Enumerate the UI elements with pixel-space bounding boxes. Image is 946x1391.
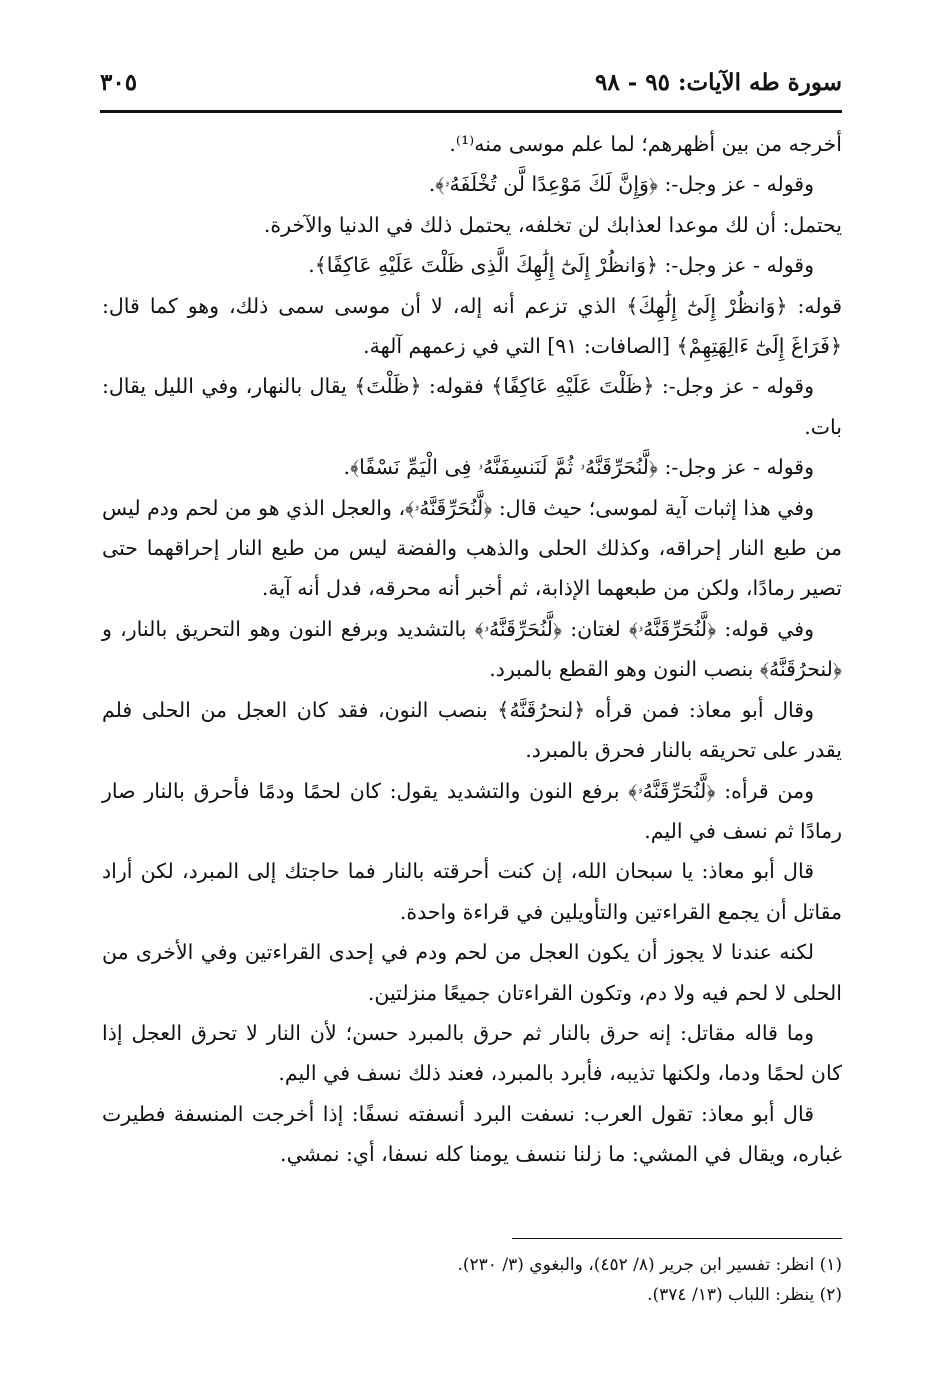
paragraph: ومن قرأه: ﴿لَّنُحَرِّقَنَّهُۥ﴾ برفع النون والتشديد يقول: كان لحمًا ودمًا فأحرق بالنار صار رمادًا ثم نسف في اليم. xyxy=(102,778,842,843)
main-text xyxy=(102,124,842,1175)
footnote: (٢) ينظر: اللباب (١٣/ ٣٧٤). xyxy=(647,1285,842,1305)
footnote-separator xyxy=(512,1238,842,1239)
paragraph: وقوله - عز وجل-: ﴿وَانظُرْ إِلَىٰٓ إِلَٰهِكَ الَّذِى ظَلْتَ عَلَيْهِ عَاكِفًا﴾. xyxy=(308,253,814,278)
paragraph: وقوله - عز وجل-: ﴿لَّنُحَرِّقَنَّهُۥ ثُمَّ لَنَنسِفَنَّهُۥ فِى الْيَمِّ نَسْفًا﴾. xyxy=(343,455,814,480)
running-header xyxy=(100,58,842,106)
paragraph: قال أبو معاذ: تقول العرب: نسفت البرد أنسفته نسفًا: إذا أخرجت المنسفة فطيرت غباره، ويقال في المشي: ما زلنا ننسف يومنا كله نسفا، أي: نمشي. xyxy=(102,1101,842,1167)
header-rule xyxy=(100,110,842,113)
paragraph: وقوله - عز وجل-: ﴿وَإِنَّ لَكَ مَوْعِدًا لَّن تُخْلَفَهُۥ﴾. xyxy=(428,172,814,197)
paragraph: وقوله - عز وجل-: ﴿ظَلْتَ عَلَيْهِ عَاكِفًا﴾ فقوله: ﴿ظَلْتَ﴾ يقال بالنهار، وفي الليل يقال: بات. xyxy=(102,374,842,439)
paragraph: لكنه عندنا لا يجوز أن يكون العجل من لحم ودم في إحدى القراءتين وفي الأخرى من الحلى لا لحم فيه ولا دم، وتكون القراءتان جميعًا منزلتين. xyxy=(102,940,842,1005)
paragraph: وقال أبو معاذ: فمن قرأه ﴿لنحرُقَنَّهُ﴾ بنصب النون، فقد كان العجل من الحلى فلم يقدر على تحريقه بالنار فحرق بالمبرد. xyxy=(102,697,842,763)
footnotes xyxy=(102,1250,842,1310)
header-title: سورة طه الآيات: ٩٥ - ٩٨ xyxy=(594,68,842,96)
paragraph: أخرجه من بين أظهرهم؛ لما علم موسى منه⁽¹⁾. xyxy=(449,132,842,156)
paragraph: قال أبو معاذ: يا سبحان الله، إن كنت أحرقته بالنار فما حاجتك إلى المبرد، لكن أراد مقاتل أن يجمع القراءتين والتأويلين في قراءة واحدة. xyxy=(102,859,842,924)
paragraph: وفي قوله: ﴿لَّنُحَرِّقَنَّهُۥ﴾ لغتان: ﴿لَّنُحَرِّقَنَّهُۥ﴾ بالتشديد وبرفع النون وهو التحريق بالنار، و ﴿لنحرُقَنَّهُ﴾ بنصب النون وهو القطع بالمبرد. xyxy=(102,616,842,682)
paragraph: يحتمل: أن لك موعدا لعذابك لن تخلفه، يحتمل ذلك في الدنيا والآخرة. xyxy=(263,212,842,237)
paragraph: وفي هذا إثبات آية لموسى؛ حيث قال: ﴿لَّنُحَرِّقَنَّهُۥ﴾، والعجل الذي هو من لحم ودم ليس من طبع النار إحراقه، وكذلك الحلى والذهب والفضة ليس من طبع النار إحراقهما حتى تصير رمادًا، ولكن من طبعهما الإذابة، ثم أخبر أنه محرقه، فدل أنه آية. xyxy=(102,495,842,601)
page-number: ٣٠٥ xyxy=(100,68,138,96)
footnote: (١) انظر: تفسير ابن جرير (٨/ ٤٥٢)، والبغوي (٣/ ٢٣٠). xyxy=(457,1255,842,1275)
paragraph: قوله: ﴿وَانظُرْ إِلَىٰٓ إِلَٰهِكَ﴾ الذي تزعم أنه إله، لا أن موسى سمى ذلك، وهو كما قال: ﴿فَرَاغَ إِلَىٰٓ ءَالِهَتِهِمْ﴾ [الصافات: ٩١] التي في زعمهم آلهة. xyxy=(102,293,842,359)
paragraph: وما قاله مقاتل: إنه حرق بالنار ثم حرق بالمبرد حسن؛ لأن النار لا تحرق العجل إذا كان لحمًا ودما، ولكنها تذيبه، فأبرد بالمبرد، فعند ذلك نسف في اليم. xyxy=(102,1020,842,1086)
